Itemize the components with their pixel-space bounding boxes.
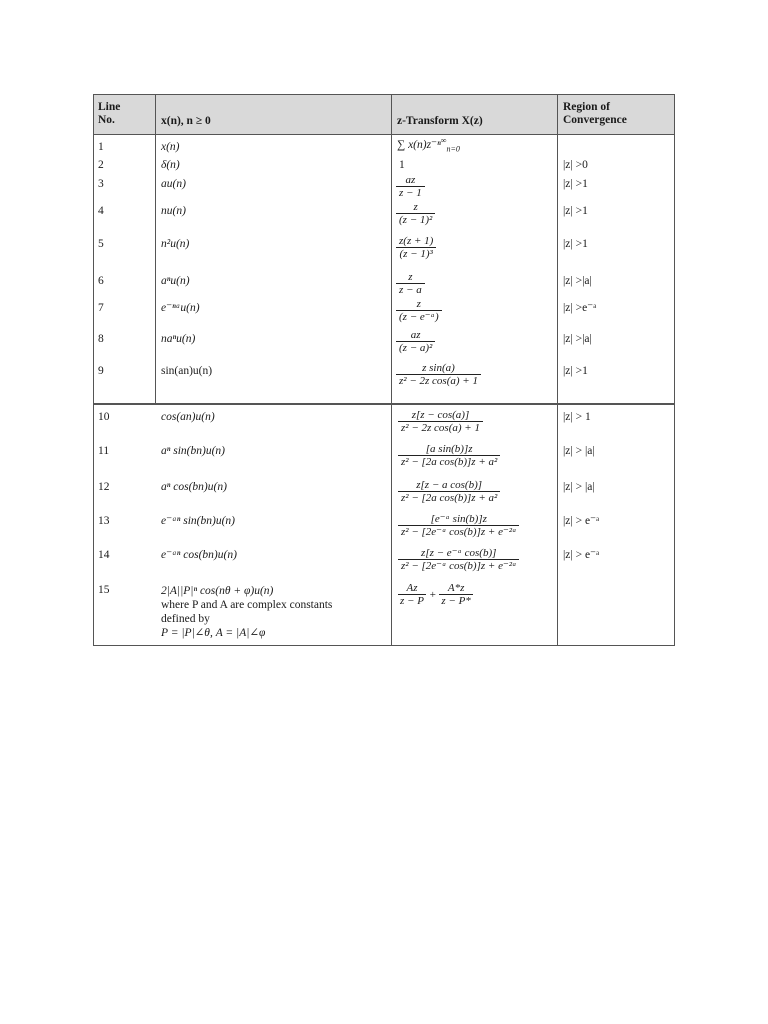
roc-value: |z| >0 — [563, 159, 588, 171]
z-transform-fraction: $\frac{z}{\text{(z − e⁻ᵃ)}}$ — [396, 298, 442, 323]
row-no: 15 — [98, 584, 110, 596]
roc-value: |z| >1 — [563, 238, 588, 250]
signal-xn: e⁻ᵃⁿ cos(bn)u(n) — [161, 549, 237, 561]
row-no: 4 — [98, 205, 104, 217]
roc-value: |z| >|a| — [563, 333, 592, 345]
header-roc: Region of Convergence — [563, 101, 627, 126]
row-no: 6 — [98, 275, 104, 287]
roc-value: |z| >1 — [563, 178, 588, 190]
header-z-transform: z-Transform X(z) — [397, 115, 483, 127]
signal-xn: e⁻ᵃⁿ sin(bn)u(n) — [161, 515, 235, 527]
row-no: 2 — [98, 159, 104, 171]
roc-value: |z| > 1 — [563, 411, 591, 423]
signal-xn-multiline: 2|A||P|ⁿ cos(nθ + φ)u(n) where P and A are complex constants defined by P = |P|∠θ, A = |A|∠φ — [161, 585, 333, 639]
z-transform-fraction: $\frac{z}{z - a}$ — [396, 271, 425, 296]
signal-xn: x(n) — [161, 141, 180, 153]
signal-xn: sin(an)u(n) — [161, 365, 213, 377]
roc-value: |z| >1 — [563, 365, 588, 377]
roc-value: |z| > e⁻ᵃ — [563, 515, 600, 527]
z-transform-fraction: $\frac{z(z + 1)}{\text{(z − 1)³}}$ — [396, 235, 436, 260]
roc-value: |z| > |a| — [563, 445, 595, 457]
signal-xn: δ(n) — [161, 159, 180, 171]
row-no: 1 — [98, 141, 104, 153]
roc-value: |z| > e⁻ᵃ — [563, 549, 600, 561]
signal-xn: nu(n) — [161, 205, 186, 217]
signal-xn: aⁿu(n) — [161, 275, 190, 287]
z-transform-fraction: $\frac{az}{\text{(z − a)²}}$ — [396, 329, 435, 354]
signal-xn: n²u(n) — [161, 238, 190, 250]
row-no: 11 — [98, 445, 110, 457]
header-line-no: Line No. — [98, 101, 121, 126]
signal-xn: au(n) — [161, 178, 186, 190]
z-transform-fraction: $\frac{z}{\text{(z − 1)²}}$ — [396, 201, 435, 226]
signal-xn: e⁻ⁿᵃu(n) — [161, 302, 200, 314]
row-no: 13 — [98, 515, 110, 527]
signal-xn: naⁿu(n) — [161, 333, 196, 345]
z-transform-fraction: $\frac{\text{z sin(a)}}{\text{z² − 2z cos(a) + 1}}$ — [396, 362, 481, 387]
z-transform-fraction: $\frac{\text{z[z − e⁻ᵃ cos(b)]}}{\text{z² − [2e⁻ᵃ cos(b)]z + e⁻²ᵃ}}$ — [398, 547, 519, 572]
row-no: 8 — [98, 333, 104, 345]
row-no: 12 — [98, 481, 110, 493]
z-transform-fraction: $\frac{z[z - \cos(a)]}{\text{z² − 2z cos(a) + 1}}$ — [398, 409, 483, 434]
z-transform-fraction: $\frac{\text{z[z − a cos(b)]}}{\text{z² − [2a cos(b)]z + a²}}$ — [398, 479, 500, 504]
row-no: 9 — [98, 365, 104, 377]
header-xn: x(n), n ≥ 0 — [161, 115, 211, 127]
roc-value: |z| > |a| — [563, 481, 595, 493]
z-transform-expr: 1 — [399, 159, 405, 171]
roc-value: |z| >1 — [563, 205, 588, 217]
z-transform-fraction: $\frac{az}{z - 1}$ — [396, 174, 425, 199]
roc-value: |z| >|a| — [563, 275, 592, 287]
z-transform-table-part2 — [93, 403, 675, 646]
roc-value: |z| >e⁻ᵃ — [563, 302, 597, 314]
z-transform-fraction: $\frac{\text{[e⁻ᵃ sin(b)]z}}{\text{z² − [2e⁻ᵃ cos(b)]z + e⁻²ᵃ}}$ — [398, 513, 519, 538]
z-transform-sum: ∑ x(n)z⁻ⁿ∞$_{n=0}$ — [397, 136, 460, 154]
row-no: 3 — [98, 178, 104, 190]
z-transform-table-part1 — [93, 94, 675, 405]
row-no: 14 — [98, 549, 110, 561]
signal-xn: aⁿ cos(bn)u(n) — [161, 481, 227, 493]
z-transform-sum-of-fractions: Az z − P + $\frac{A*z}{z - P*}$ — [400, 582, 471, 607]
row-no: 5 — [98, 238, 104, 250]
signal-xn: aⁿ sin(bn)u(n) — [161, 445, 225, 457]
signal-xn: cos(an)u(n) — [161, 411, 215, 423]
row-no: 7 — [98, 302, 104, 314]
row-no: 10 — [98, 411, 110, 423]
z-transform-fraction: $\frac{\text{[a sin(b)]z}}{\text{z² − [2a cos(b)]z + a²}}$ — [398, 443, 500, 468]
